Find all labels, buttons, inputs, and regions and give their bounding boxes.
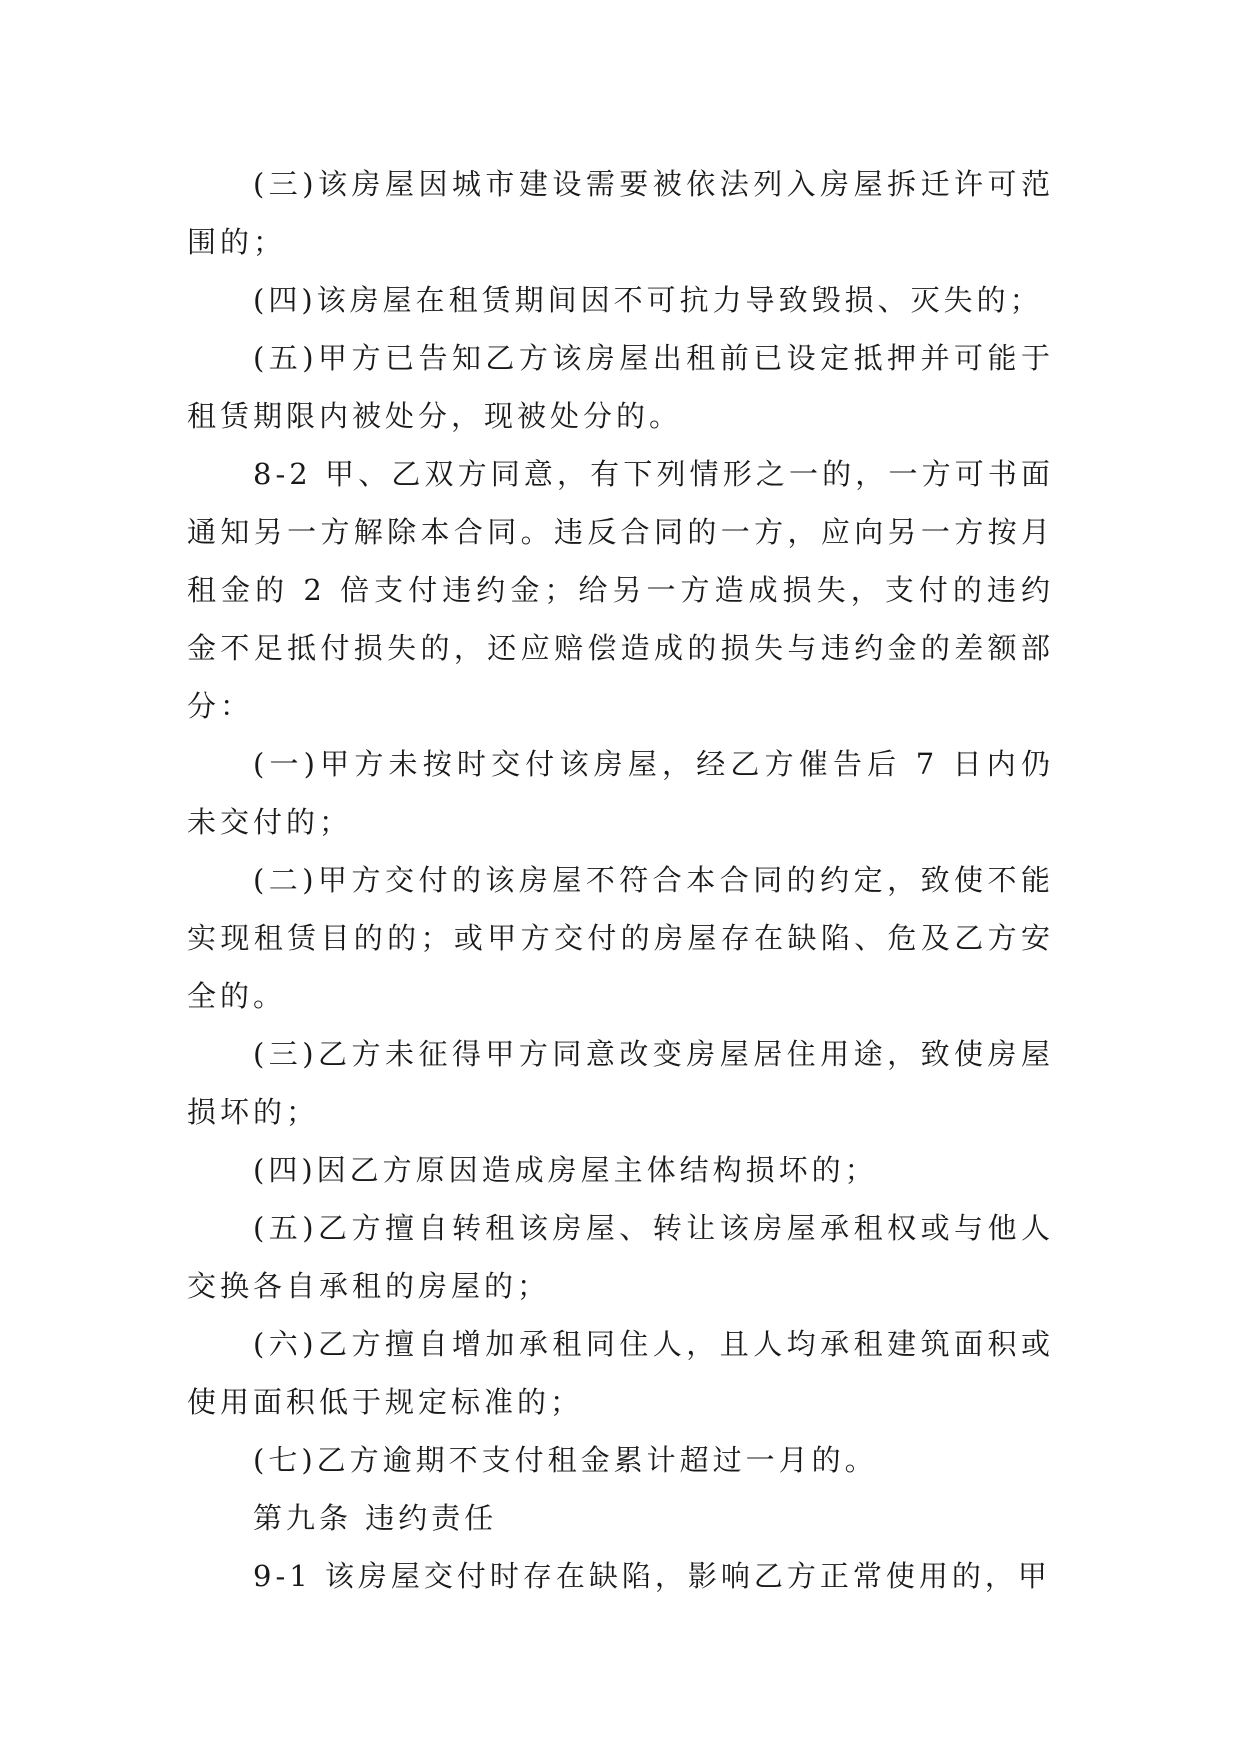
clause-8-2-item-5: (五)乙方擅自转租该房屋、转让该房屋承租权或与他人交换各自承租的房屋的； xyxy=(187,1211,1054,1303)
article-9-heading: 第九条 违约责任 xyxy=(253,1501,498,1535)
clause-8-2-item-2: (二)甲方交付的该房屋不符合本合同的约定，致使不能实现租赁目的的；或甲方交付的房屋存在缺陷、危及乙方安全的。 xyxy=(187,863,1054,1013)
clause-8-1-item-3: (三)该房屋因城市建设需要被依法列入房屋拆迁许可范围的； xyxy=(187,167,1054,259)
clause-8-2-item-6: (六)乙方擅自增加承租同住人，且人均承租建筑面积或使用面积低于规定标准的； xyxy=(187,1327,1054,1419)
clause-8-2: 8-2 甲、乙双方同意，有下列情形之一的，一方可书面通知另一方解除本合同。违反合同的一方，应向另一方按月租金的 2 倍支付违约金；给另一方造成损失，支付的违约金不足抵付损失的，还应赔偿造成的损失与违约金的差额部分： xyxy=(187,457,1054,723)
clause-9-1: 9-1 该房屋交付时存在缺陷，影响乙方正常使用的，甲 xyxy=(253,1559,1051,1593)
clause-8-2-item-3: (三)乙方未征得甲方同意改变房屋居住用途，致使房屋损坏的； xyxy=(187,1037,1054,1129)
clause-8-2-item-7: (七)乙方逾期不支付租金累计超过一月的。 xyxy=(253,1443,878,1477)
clause-8-2-item-1: (一)甲方未按时交付该房屋，经乙方催告后 7 日内仍未交付的； xyxy=(187,747,1054,839)
clause-8-1-item-4: (四)该房屋在租赁期间因不可抗力导致毁损、灭失的； xyxy=(253,283,1043,317)
clause-8-1-item-5: (五)甲方已告知乙方该房屋出租前已设定抵押并可能于租赁期限内被处分，现被处分的。 xyxy=(187,341,1054,433)
clause-8-2-item-4: (四)因乙方原因造成房屋主体结构损坏的； xyxy=(253,1153,878,1187)
document-body xyxy=(187,155,1054,1605)
